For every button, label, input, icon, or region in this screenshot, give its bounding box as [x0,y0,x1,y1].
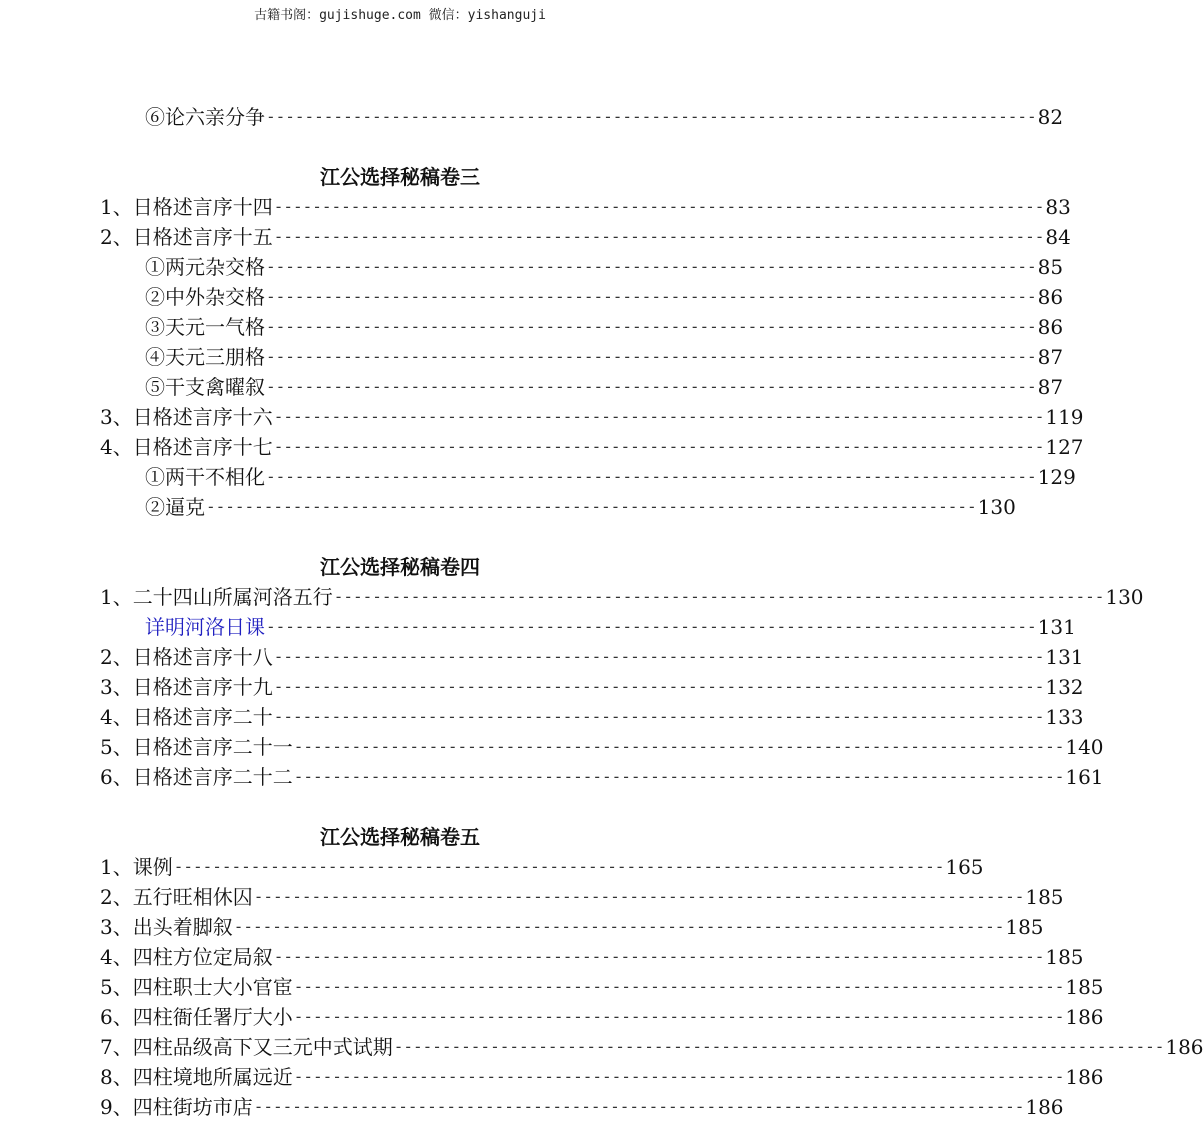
toc-entry [100,882,1064,912]
toc-entry [100,732,1104,762]
page-number: 130 [977,495,1016,519]
entry-title: ②逼克 [145,495,205,519]
entry-title: 五行旺相休囚 [132,885,253,909]
page-number: 186 [1065,1005,1104,1029]
dot-leader: -------------------------------------------------------------------------------- [266,377,1037,396]
entry-number: 2、 [100,225,133,249]
toc-entry [145,342,1064,372]
dot-leader: -------------------------------------------------------------------------------- [233,917,1005,936]
entry-title: 日格述言序十九 [132,675,273,699]
page-number: 87 [1037,345,1064,369]
entry-number: 8、 [100,1065,133,1089]
toc-entry [100,642,1084,672]
page-number: 87 [1037,375,1064,399]
toc-entry [145,102,1064,132]
entry-title: ⑥论六亲分争 [145,105,265,129]
entry-title: 日格述言序十八 [132,645,273,669]
toc-entry [100,222,1071,252]
entry-title: 课例 [132,855,173,879]
entry-number: 2、 [100,885,133,909]
toc-entry [100,432,1084,462]
toc-entry [145,312,1064,342]
entry-title: ②中外杂交格 [145,285,265,309]
dot-leader: -------------------------------------------------------------------------------- [266,617,1037,636]
entry-title: 四柱衙任署厅大小 [132,1005,293,1029]
dot-leader: -------------------------------------------------------------------------------- [253,1097,1025,1116]
entry-title: ①两元杂交格 [145,255,265,279]
dot-leader: -------------------------------------------------------------------------------- [293,1067,1065,1086]
dot-leader: -------------------------------------------------------------------------------- [253,887,1025,906]
toc-entry [145,372,1064,402]
entry-title: 日格述言序二十 [132,705,273,729]
toc-entry [100,852,984,882]
entry-number: 4、 [100,435,133,459]
page-number: 185 [1045,945,1084,969]
volume-heading: 江公选择秘稿卷三 [320,165,480,189]
entry-number: 3、 [100,675,133,699]
dot-leader: -------------------------------------------------------------------------------- [273,437,1045,456]
dot-leader: -------------------------------------------------------------------------------- [293,767,1065,786]
entry-title: 四柱职士大小官宦 [132,975,293,999]
entry-title: 日格述言序二十一 [132,735,293,759]
page-number: 161 [1065,765,1104,789]
page-number: 131 [1037,615,1076,639]
page-number: 131 [1045,645,1084,669]
entry-number: 5、 [100,975,133,999]
entry-number: 1、 [100,585,133,609]
toc-entry [100,1062,1104,1092]
page-number: 127 [1045,435,1084,459]
toc-entry[interactable] [145,612,1076,642]
page-number: 185 [1065,975,1104,999]
dot-leader: -------------------------------------------------------------------------------- [173,857,945,876]
entry-title: 日格述言序十四 [132,195,273,219]
page-number: 186 [1165,1035,1204,1059]
page-number: 83 [1045,195,1071,219]
entry-title: 二十四山所属河洛五行 [132,585,333,609]
toc-entry [100,702,1084,732]
toc-entry [100,1092,1064,1122]
page-number: 185 [1025,885,1064,909]
entry-title: ⑤干支禽曜叙 [145,375,265,399]
dot-leader: -------------------------------------------------------------------------------- [266,347,1037,366]
dot-leader: -------------------------------------------------------------------------------- [266,317,1037,336]
entry-title: 四柱品级高下又三元中式试期 [132,1035,393,1059]
dot-leader: -------------------------------------------------------------------------------- [273,197,1045,216]
page-number: 85 [1037,255,1064,279]
page-number: 82 [1037,105,1064,129]
entry-number: 1、 [100,195,133,219]
page-number: 86 [1037,285,1064,309]
toc-entry [100,582,1144,612]
dot-leader: -------------------------------------------------------------------------------- [293,977,1065,996]
entry-number: 7、 [100,1035,133,1059]
dot-leader: -------------------------------------------------------------------------------- [266,287,1037,306]
entry-number: 3、 [100,405,133,429]
volume-heading: 江公选择秘稿卷四 [320,555,480,579]
toc-entry [100,942,1084,972]
dot-leader: -------------------------------------------------------------------------------- [273,647,1045,666]
entry-title: 日格述言序二十二 [132,765,293,789]
page-number: 165 [945,855,984,879]
volume-heading: 江公选择秘稿卷五 [320,825,480,849]
toc-entry [100,672,1084,702]
toc-entry [100,912,1044,942]
dot-leader: -------------------------------------------------------------------------------- [273,677,1045,696]
page-number: 186 [1025,1095,1064,1119]
entry-title-link[interactable]: 详明河洛日课 [145,615,265,639]
toc-entry [100,192,1071,222]
toc-entry [145,252,1064,282]
toc-entry [100,972,1104,1002]
dot-leader: -------------------------------------------------------------------------------- [293,1007,1065,1026]
entry-title: 日格述言序十七 [132,435,273,459]
page-number: 130 [1105,585,1144,609]
page-number: 84 [1045,225,1071,249]
entry-number: 9、 [100,1095,133,1119]
dot-leader: -------------------------------------------------------------------------------- [206,497,977,516]
toc-entry [100,762,1104,792]
toc-entry [145,282,1064,312]
dot-leader: -------------------------------------------------------------------------------- [266,257,1037,276]
dot-leader: -------------------------------------------------------------------------------- [273,707,1045,726]
entry-number: 6、 [100,765,133,789]
dot-leader: -------------------------------------------------------------------------------- [266,467,1037,486]
entry-number: 5、 [100,735,133,759]
entry-title: ①两干不相化 [145,465,265,489]
dot-leader: -------------------------------------------------------------------------------- [266,107,1037,126]
entry-title: 四柱方位定局叙 [132,945,273,969]
dot-leader: -------------------------------------------------------------------------------- [393,1037,1165,1056]
entry-number: 2、 [100,645,133,669]
page-number: 185 [1005,915,1044,939]
dot-leader: -------------------------------------------------------------------------------- [333,587,1105,606]
entry-title: 出头着脚叙 [132,915,233,939]
page-number: 119 [1045,405,1084,429]
page-number: 86 [1037,315,1064,339]
entry-title: 四柱街坊市店 [132,1095,253,1119]
entry-title: 日格述言序十五 [132,225,273,249]
toc-entry [100,1032,1204,1062]
entry-number: 4、 [100,945,133,969]
entry-number: 4、 [100,705,133,729]
dot-leader: -------------------------------------------------------------------------------- [273,407,1045,426]
page-number: 140 [1065,735,1104,759]
page-number: 186 [1065,1065,1104,1089]
page-number: 129 [1037,465,1076,489]
dot-leader: -------------------------------------------------------------------------------- [273,227,1045,246]
entry-title: 四柱境地所属远近 [132,1065,293,1089]
dot-leader: -------------------------------------------------------------------------------- [273,947,1045,966]
page-number: 133 [1045,705,1084,729]
page-number: 132 [1045,675,1084,699]
entry-title: ④天元三朋格 [145,345,265,369]
entry-title: 日格述言序十六 [132,405,273,429]
toc-entry [145,462,1076,492]
entry-number: 6、 [100,1005,133,1029]
toc-entry [100,1002,1104,1032]
entry-number: 3、 [100,915,133,939]
toc-entry [145,492,1016,522]
toc-entry [100,402,1084,432]
entry-number: 1、 [100,855,133,879]
dot-leader: -------------------------------------------------------------------------------- [293,737,1065,756]
entry-title: ③天元一气格 [145,315,265,339]
site-header: 古籍书阁：gujishuge.com 微信：yishanguji [254,8,546,23]
